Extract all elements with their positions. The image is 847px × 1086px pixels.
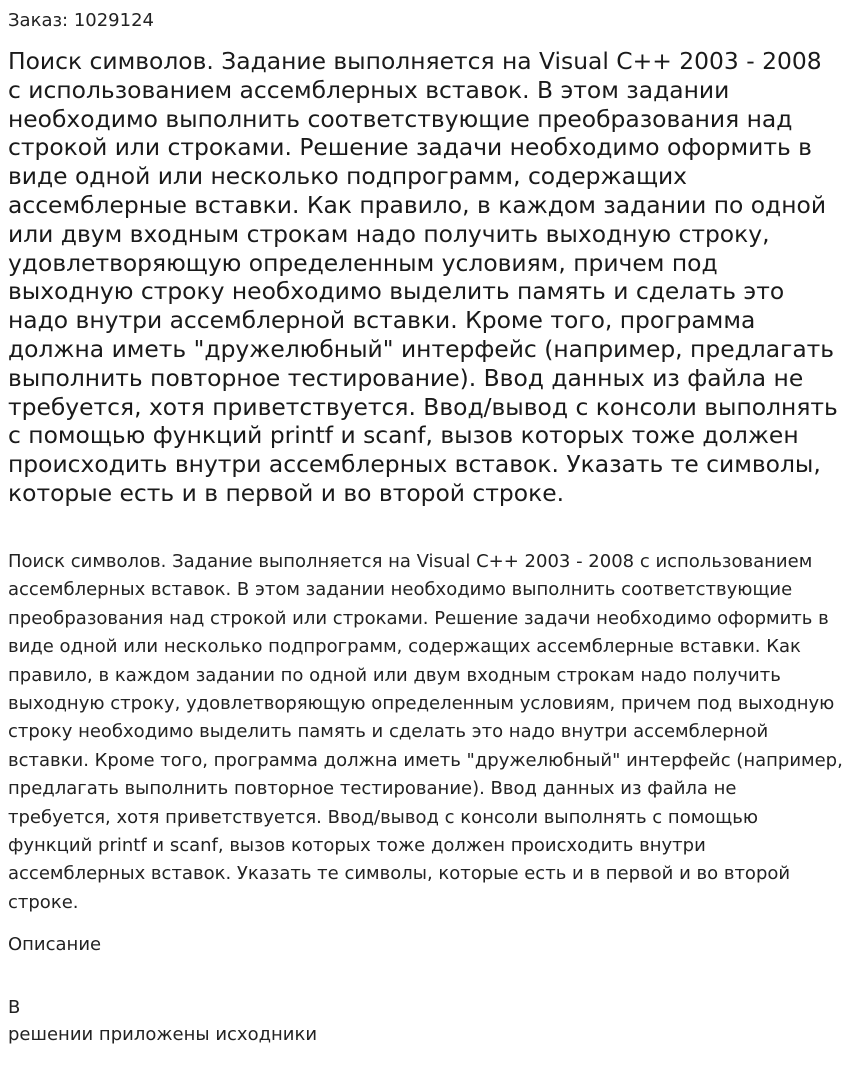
description-note-line-1: В	[8, 997, 21, 1018]
description-heading: Описание	[8, 934, 102, 955]
order-number: Заказ: 1029124	[8, 10, 154, 31]
task-title: Поиск символов. Задание выполняется на Visual C++ 2003 - 2008 с использованием ассемблерных вставок. В этом задании необходимо выполнить соответствующие преобразования над строкой или строками. Решение задачи необходимо оформить в виде одной или несколько подпрограмм, содержащих ассемблерные вставки. Как правило, в каждом задании по одной или двум входным строкам надо получить выходную строку, удовлетворяющую определенным условиям, причем под выходную строку необходимо выделить память и сделать это надо внутри ассемблерной вставки. Кроме того, программа должна иметь "дружелюбный" интерфейс (например, предлагать выполнить повторное тестирование). Ввод данных из файла не требуется, хотя приветствуется. Ввод/вывод с консоли выполнять с помощью функций printf и scanf, вызов которых тоже должен происходить внутри ассемблерных вставок. Указать те символы, которые есть и в первой и во второй строке.	[8, 47, 838, 507]
task-description-text: Поиск символов. Задание выполняется на Visual C++ 2003 - 2008 с использованием ассемблерных вставок. В этом задании необходимо выполнить соответствующие преобразования над строкой или строками. Решение задачи необходимо оформить в виде одной или несколько подпрограмм, содержащих ассемблерные вставки. Как правило, в каждом задании по одной или двум входным строкам надо получить выходную строку, удовлетворяющую определенным условиям, причем под выходную строку необходимо выделить память и сделать это надо внутри ассемблерной вставки. Кроме того, программа должна иметь "дружелюбный" интерфейс (например, предлагать выполнить повторное тестирование). Ввод данных из файла не требуется, хотя приветствуется. Ввод/вывод с консоли выполнять с помощью функций printf и scanf, вызов которых тоже должен происходить внутри ассемблерных вставок. Указать те символы, которые есть и в первой и во второй строке.	[8, 551, 843, 913]
description-note-line-2: решении приложены исходники	[8, 1024, 318, 1045]
